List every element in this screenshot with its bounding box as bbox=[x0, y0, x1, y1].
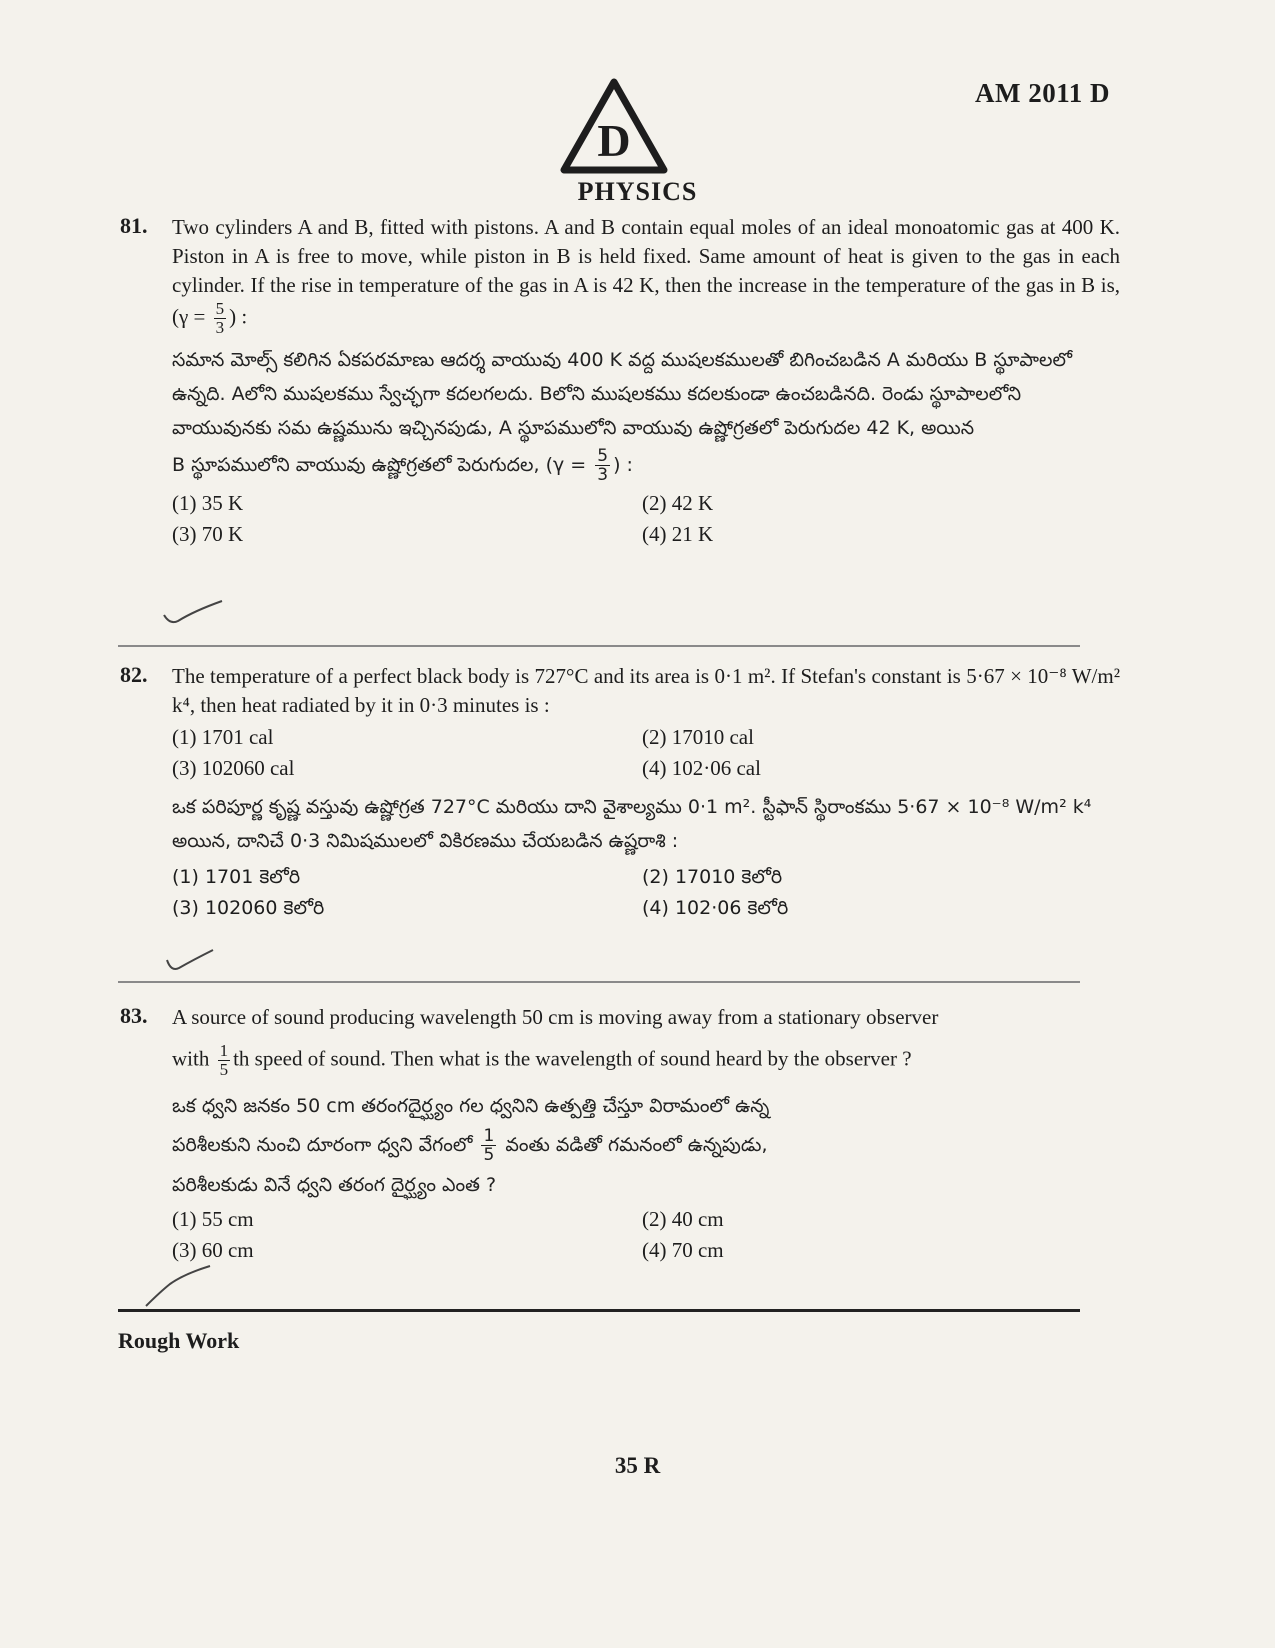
question-text-te-b: పరిశీలకుని నుంచి దూరంగా ధ్వని వేగంలో $\frac{1}{5}$ వంతు వడితో గమనంలో ఉన్నపుడు, bbox=[172, 1126, 768, 1165]
option-1[interactable]: (1) 55 cm bbox=[172, 1207, 254, 1231]
question-82 bbox=[120, 662, 1120, 924]
divider bbox=[118, 645, 1080, 647]
option-1[interactable]: (1) 1701 cal bbox=[172, 725, 274, 749]
question-text-te-c: పరిశీలకుడు వినే ధ్వని తరంగ దైర్ఘ్యం ఎంత ? bbox=[172, 1174, 497, 1196]
handwritten-tick-mark bbox=[163, 946, 223, 976]
option-1-te[interactable]: (1) 1701 కెలోరి bbox=[172, 866, 301, 888]
option-2[interactable]: (2) 17010 cal bbox=[642, 725, 754, 749]
question-text-en: Two cylinders A and B, fitted with pistons. A and B contain equal moles of an ideal monoatomic gas at 400 K. Piston in A is free to move, while piston in B is held fixed. Same amount of heat is given to the gas in each cylinder. If the rise in temperature of the gas in A is 42 K, then the increase in the temperature of the gas in B is, (γ = $\frac{5}{3}$ ) : bbox=[172, 215, 1120, 337]
question-text-te-tail: B స్థూపములోని వాయువు ఉష్ణోగ్రతలో పెరుగుదల, (γ = $\frac{5}{3}$ ) : bbox=[172, 446, 633, 485]
question-text: Two cylinders A and B, fitted with pistons. A and B contain equal moles of an ideal monoatomic gas at 400 K. Piston in A is free to move, while piston in B is held fixed. Same amount of heat is given to the gas in each cylinder. If the rise in temperature of the gas in A is 42 K, then the increase in the temperature of the gas in B is, (γ = bbox=[172, 215, 1120, 329]
option-3[interactable]: (3) 102060 cal bbox=[172, 756, 295, 780]
options bbox=[172, 488, 1120, 550]
question-text-en: The temperature of a perfect black body is 727°C and its area is 0·1 m². If Stefan's constant is 5·67 × 10⁻⁸ W/m² k⁴, then heat radiated by it in 0·3 minutes is : bbox=[172, 664, 1120, 717]
handwritten-tick-mark bbox=[160, 597, 230, 627]
option-1[interactable]: (1) 35 K bbox=[172, 491, 244, 515]
option-4[interactable]: (4) 70 cm bbox=[642, 1238, 724, 1262]
option-3[interactable]: (3) 60 cm bbox=[172, 1238, 254, 1262]
question-text-te: సమాన మోల్స్ కలిగిన ఏకపరమాణు ఆదర్శ వాయువు 400 K వద్ద ముషలకములతో బిగించబడిన A మరియు B స్థూపాలలో ఉన్నది. Aలోని ముషలకము స్వేచ్ఛగా కదలగలదు. Bలోని ముషలకము కదలకుండా ఉంచబడినది. రెండు స్థూపాలలోని వాయువునకు సమ ఉష్ణమును ఇచ్చినపుడు, A స్థూపములోని వాయువు ఉష్ణోగ్రతలో పెరుగుదల 42 K, అయిన bbox=[172, 349, 1073, 439]
question-83 bbox=[120, 1003, 1120, 1266]
question-text-te: ఒక పరిపూర్ణ కృష్ణ వస్తువు ఉష్ణోగ్రత 727°C మరియు దాని వైశాల్యము 0·1 m². స్టీఫాన్ స్థిరాంకము 5·67 × 10⁻⁸ W/m² k⁴ అయిన, దానిచే 0·3 నిమిషములలో వికిరణము చేయబడిన ఉష్ణరాశి : bbox=[172, 796, 1092, 852]
option-2[interactable]: (2) 40 cm bbox=[642, 1207, 724, 1231]
logo-letter: D bbox=[597, 115, 631, 166]
options bbox=[172, 1204, 1120, 1266]
option-2[interactable]: (2) 42 K bbox=[642, 491, 714, 515]
option-3[interactable]: (3) 70 K bbox=[172, 522, 244, 546]
gamma-fraction: $\frac{5}{3}$ bbox=[215, 299, 225, 337]
rough-work-label: Rough Work bbox=[118, 1328, 240, 1353]
paper-code: AM 2011 D bbox=[975, 78, 1110, 108]
question-text-en-line1: A source of sound producing wavelength 50 cm is moving away from a stationary observer bbox=[172, 1005, 939, 1029]
options-en bbox=[172, 722, 1120, 784]
subject-title: PHYSICS bbox=[577, 177, 698, 206]
question-81 bbox=[120, 213, 1120, 550]
divider-heavy bbox=[118, 1309, 1080, 1312]
option-3-te[interactable]: (3) 102060 కెలోరి bbox=[172, 897, 325, 919]
question-number: 82. bbox=[120, 662, 148, 687]
question-text-te-a: ఒక ధ్వని జనకం 50 cm తరంగదైర్ఘ్యం గల ధ్వనిని ఉత్పత్తి చేస్తూ విరామంలో ఉన్న bbox=[172, 1095, 770, 1117]
speed-fraction: $\frac{1}{5}$ bbox=[219, 1041, 229, 1079]
speed-fraction-te: $\frac{1}{5}$ bbox=[483, 1126, 495, 1165]
options-te bbox=[172, 862, 1120, 924]
option-4[interactable]: (4) 102·06 cal bbox=[642, 756, 761, 780]
option-4-te[interactable]: (4) 102·06 కెలోరి bbox=[642, 897, 789, 919]
question-text-en-line2: with $\frac{1}{5}$ th speed of sound. Then what is the wavelength of sound heard by the observer ? bbox=[172, 1041, 912, 1079]
handwritten-tick-mark bbox=[140, 1262, 220, 1312]
option-4[interactable]: (4) 21 K bbox=[642, 522, 714, 546]
set-d-triangle-logo bbox=[558, 78, 670, 174]
page-number: 35 R bbox=[614, 1453, 661, 1478]
gamma-fraction-te: $\frac{5}{3}$ bbox=[597, 446, 609, 485]
question-number: 81. bbox=[120, 213, 148, 238]
option-2-te[interactable]: (2) 17010 కెలోరి bbox=[642, 866, 783, 888]
question-number: 83. bbox=[120, 1003, 148, 1028]
divider bbox=[118, 981, 1080, 983]
